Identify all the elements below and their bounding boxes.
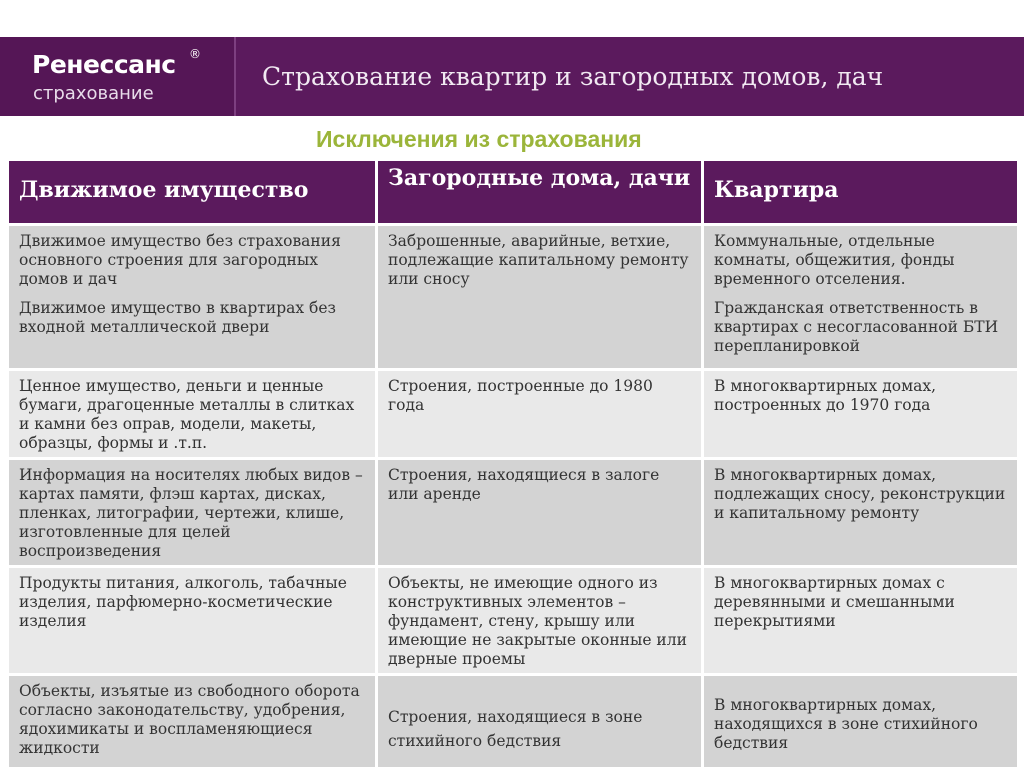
cell-text: В многоквартирных домах с деревянными и смешанными перекрытиями xyxy=(714,574,955,630)
section-subtitle: Исключения из страхования xyxy=(316,126,642,152)
table-cell xyxy=(9,460,375,565)
cell-text: В многоквартирных домах, находящихся в зоне стихийного бедствия xyxy=(714,696,978,752)
logo-subtitle: страхование xyxy=(33,83,154,104)
cell-text: Движимое имущество в квартирах без входной металлической двери xyxy=(19,299,336,336)
table-cell xyxy=(378,226,701,368)
table-cell xyxy=(704,371,1017,457)
table-cell xyxy=(9,676,375,767)
table-cell xyxy=(704,226,1017,368)
table-cell xyxy=(378,676,701,767)
exclusions-table xyxy=(8,161,1017,767)
page-title: Страхование квартир и загородных домов, дач xyxy=(262,62,884,91)
table-cell xyxy=(9,371,375,457)
logo-name: Ренессанс xyxy=(32,50,176,79)
header-cell-apartment: Квартира xyxy=(704,161,1017,223)
cell-text: Продукты питания, алкоголь, табачные изделия, парфюмерно-косметические изделия xyxy=(19,574,347,630)
table-cell xyxy=(704,568,1017,673)
cell-text: Движимое имущество без страхования основного строения для загородных домов и дач xyxy=(19,232,341,288)
table-cell xyxy=(9,226,375,368)
header-cell-country-houses: Загородные дома, дачи xyxy=(378,161,701,223)
cell-text: Строения, находящиеся в залоге или аренде xyxy=(388,466,660,503)
cell-text: В многоквартирных домах, построенных до 1970 года xyxy=(714,377,937,414)
table-cell xyxy=(378,568,701,673)
header-cell-movable: Движимое имущество xyxy=(9,161,375,223)
table-cell xyxy=(378,371,701,457)
cell-text: Ценное имущество, деньги и ценные бумаги, драгоценные металлы в слитках и камни без оправ, модели, макеты, образцы, формы и .т.п. xyxy=(19,377,355,452)
table-cell xyxy=(378,460,701,565)
cell-text: Объекты, изъятые из свободного оборота согласно законодательству, удобрения, ядохимикаты и воспламеняющиеся жидкости xyxy=(19,682,360,757)
cell-text: Информация на носителях любых видов – картах памяти, флэш картах, дисках, пленках, литографии, чертежи, клише, изготовленные для целей воспроизведения xyxy=(19,466,363,560)
header-divider xyxy=(234,37,236,116)
registered-mark: ® xyxy=(189,47,201,61)
cell-text: Строения, находящиеся в зоне стихийного бедствия xyxy=(388,708,643,750)
cell-text: Заброшенные, аварийные, ветхие, подлежащие капитальному ремонту или сносу xyxy=(388,232,689,288)
cell-text: В многоквартирных домах, подлежащих сносу, реконструкции и капитальному ремонту xyxy=(714,466,1006,522)
table-cell xyxy=(704,460,1017,565)
cell-text: Объекты, не имеющие одного из конструктивных элементов – фундамент, стену, крышу или имеющие не закрытые оконные или дверные проемы xyxy=(388,574,687,668)
table-cell xyxy=(704,676,1017,767)
cell-text: Гражданская ответственность в квартирах с несогласованной БТИ перепланировкой xyxy=(714,299,999,355)
table-cell xyxy=(9,568,375,673)
cell-text: Коммунальные, отдельные комнаты, общежития, фонды временного отселения. xyxy=(714,232,955,288)
cell-text: Строения, построенные до 1980 года xyxy=(388,377,653,414)
